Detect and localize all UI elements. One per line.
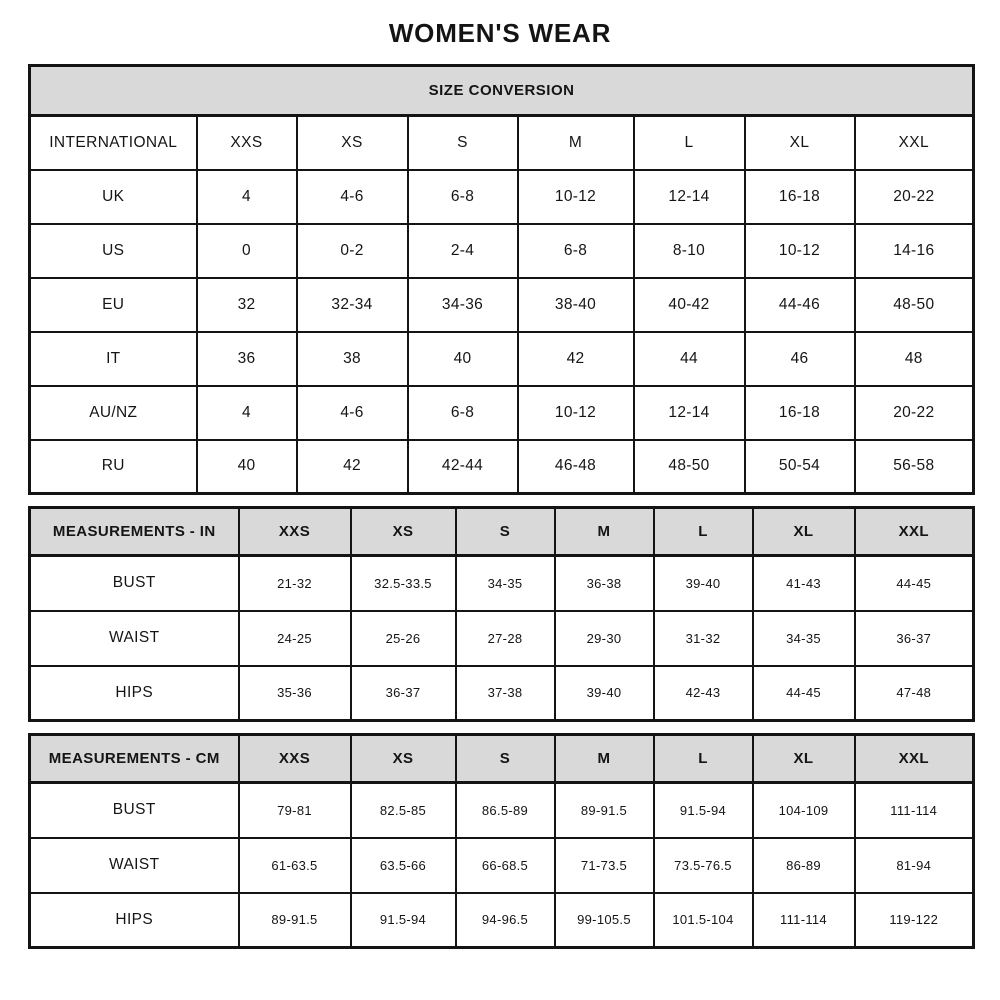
- row-label: RU: [30, 440, 197, 494]
- size-cell: 46-48: [518, 440, 634, 494]
- size-cell: 32-34: [297, 278, 408, 332]
- measurements-cm-header: MEASUREMENTS - CM: [30, 735, 239, 783]
- size-cell: 10-12: [518, 170, 634, 224]
- size-cell: 6-8: [408, 170, 518, 224]
- size-cell: 40: [408, 332, 518, 386]
- row-label: BUST: [30, 783, 239, 838]
- measurements-in-table: [28, 506, 975, 722]
- measure-cell: 71-73.5: [555, 838, 654, 893]
- measure-cell: 101.5-104: [654, 893, 753, 948]
- column-header-row: [30, 735, 974, 783]
- size-cell: 48-50: [634, 440, 745, 494]
- size-cell: 8-10: [634, 224, 745, 278]
- measure-cell: 89-91.5: [239, 893, 351, 948]
- size-cell: 4-6: [297, 170, 408, 224]
- column-header-xxs: XXS: [239, 508, 351, 556]
- row-label: IT: [30, 332, 197, 386]
- measure-cell: 34-35: [456, 556, 555, 611]
- size-cell: 56-58: [855, 440, 974, 494]
- column-header-xs: XS: [297, 116, 408, 170]
- column-header-m: M: [555, 735, 654, 783]
- size-cell: 42: [518, 332, 634, 386]
- measure-cell: 111-114: [753, 893, 855, 948]
- measure-cell: 42-43: [654, 666, 753, 721]
- size-cell: 20-22: [855, 170, 974, 224]
- size-cell: 4-6: [297, 386, 408, 440]
- measure-cell: 79-81: [239, 783, 351, 838]
- size-cell: 32: [197, 278, 297, 332]
- column-header-xl: XL: [745, 116, 855, 170]
- measure-cell: 73.5-76.5: [654, 838, 753, 893]
- table-row-bust: [30, 783, 974, 838]
- size-cell: 6-8: [408, 386, 518, 440]
- table-row-us: [30, 224, 974, 278]
- size-cell: 40-42: [634, 278, 745, 332]
- size-cell: 48: [855, 332, 974, 386]
- column-header-xxs: XXS: [239, 735, 351, 783]
- measure-cell: 44-45: [753, 666, 855, 721]
- measure-cell: 41-43: [753, 556, 855, 611]
- size-cell: 36: [197, 332, 297, 386]
- column-header-l: L: [654, 508, 753, 556]
- table-row-aunz: [30, 386, 974, 440]
- size-cell: 38-40: [518, 278, 634, 332]
- measure-cell: 21-32: [239, 556, 351, 611]
- size-cell: 16-18: [745, 386, 855, 440]
- size-cell: 42-44: [408, 440, 518, 494]
- size-cell: 4: [197, 170, 297, 224]
- column-header-s: S: [456, 735, 555, 783]
- size-cell: 0: [197, 224, 297, 278]
- measure-cell: 63.5-66: [351, 838, 456, 893]
- measure-cell: 91.5-94: [351, 893, 456, 948]
- size-cell: 14-16: [855, 224, 974, 278]
- measure-cell: 44-45: [855, 556, 974, 611]
- size-cell: 40: [197, 440, 297, 494]
- size-cell: 10-12: [745, 224, 855, 278]
- table-row-bust: [30, 556, 974, 611]
- size-conversion-banner: SIZE CONVERSION: [30, 66, 974, 116]
- row-label: AU/NZ: [30, 386, 197, 440]
- size-cell: 2-4: [408, 224, 518, 278]
- measure-cell: 82.5-85: [351, 783, 456, 838]
- measure-cell: 39-40: [555, 666, 654, 721]
- measure-cell: 89-91.5: [555, 783, 654, 838]
- size-cell: 48-50: [855, 278, 974, 332]
- measure-cell: 94-96.5: [456, 893, 555, 948]
- measure-cell: 37-38: [456, 666, 555, 721]
- row-label: WAIST: [30, 611, 239, 666]
- measure-cell: 86.5-89: [456, 783, 555, 838]
- measure-cell: 47-48: [855, 666, 974, 721]
- table-row-it: [30, 332, 974, 386]
- table-row-hips: [30, 666, 974, 721]
- column-header-xxl: XXL: [855, 116, 974, 170]
- size-cell: 6-8: [518, 224, 634, 278]
- column-header-xxl: XXL: [855, 735, 974, 783]
- table-row-uk: [30, 170, 974, 224]
- measure-cell: 29-30: [555, 611, 654, 666]
- column-header-l: L: [654, 735, 753, 783]
- size-cell: 50-54: [745, 440, 855, 494]
- column-header-s: S: [408, 116, 518, 170]
- row-label: UK: [30, 170, 197, 224]
- size-cell: 0-2: [297, 224, 408, 278]
- measure-cell: 31-32: [654, 611, 753, 666]
- row-label: BUST: [30, 556, 239, 611]
- size-cell: 44-46: [745, 278, 855, 332]
- measure-cell: 104-109: [753, 783, 855, 838]
- table-banner-row: [30, 66, 974, 116]
- measure-cell: 32.5-33.5: [351, 556, 456, 611]
- measure-cell: 36-38: [555, 556, 654, 611]
- column-header-xs: XS: [351, 508, 456, 556]
- page-title: WOMEN'S WEAR: [388, 18, 612, 48]
- size-cell: 12-14: [634, 386, 745, 440]
- column-header-xs: XS: [351, 735, 456, 783]
- table-row-waist: [30, 838, 974, 893]
- measure-cell: 66-68.5: [456, 838, 555, 893]
- column-header-row: [30, 116, 974, 170]
- size-cell: 38: [297, 332, 408, 386]
- size-cell: 4: [197, 386, 297, 440]
- measure-cell: 27-28: [456, 611, 555, 666]
- column-header-xl: XL: [753, 735, 855, 783]
- table-row-waist: [30, 611, 974, 666]
- measure-cell: 91.5-94: [654, 783, 753, 838]
- column-header-m: M: [555, 508, 654, 556]
- measure-cell: 36-37: [855, 611, 974, 666]
- measure-cell: 99-105.5: [555, 893, 654, 948]
- measure-cell: 81-94: [855, 838, 974, 893]
- row-label: HIPS: [30, 893, 239, 948]
- measure-cell: 86-89: [753, 838, 855, 893]
- column-header-international: INTERNATIONAL: [30, 116, 197, 170]
- size-cell: 44: [634, 332, 745, 386]
- measure-cell: 35-36: [239, 666, 351, 721]
- column-header-xxs: XXS: [197, 116, 297, 170]
- column-header-xxl: XXL: [855, 508, 974, 556]
- measure-cell: 34-35: [753, 611, 855, 666]
- measure-cell: 24-25: [239, 611, 351, 666]
- row-label: WAIST: [30, 838, 239, 893]
- table-row-ru: [30, 440, 974, 494]
- table-row-hips: [30, 893, 974, 948]
- measure-cell: 39-40: [654, 556, 753, 611]
- row-label: HIPS: [30, 666, 239, 721]
- table-row-eu: [30, 278, 974, 332]
- size-cell: 10-12: [518, 386, 634, 440]
- size-cell: 16-18: [745, 170, 855, 224]
- size-cell: 46: [745, 332, 855, 386]
- column-header-s: S: [456, 508, 555, 556]
- measure-cell: 25-26: [351, 611, 456, 666]
- column-header-row: [30, 508, 974, 556]
- column-header-l: L: [634, 116, 745, 170]
- column-header-xl: XL: [753, 508, 855, 556]
- row-label: US: [30, 224, 197, 278]
- size-cell: 42: [297, 440, 408, 494]
- measure-cell: 36-37: [351, 666, 456, 721]
- row-label: EU: [30, 278, 197, 332]
- measure-cell: 61-63.5: [239, 838, 351, 893]
- measure-cell: 119-122: [855, 893, 974, 948]
- measurements-in-header: MEASUREMENTS - IN: [30, 508, 239, 556]
- size-cell: 34-36: [408, 278, 518, 332]
- column-header-m: M: [518, 116, 634, 170]
- measure-cell: 111-114: [855, 783, 974, 838]
- size-cell: 20-22: [855, 386, 974, 440]
- measurements-cm-table: [28, 733, 975, 949]
- size-cell: 12-14: [634, 170, 745, 224]
- size-conversion-table: [28, 64, 975, 495]
